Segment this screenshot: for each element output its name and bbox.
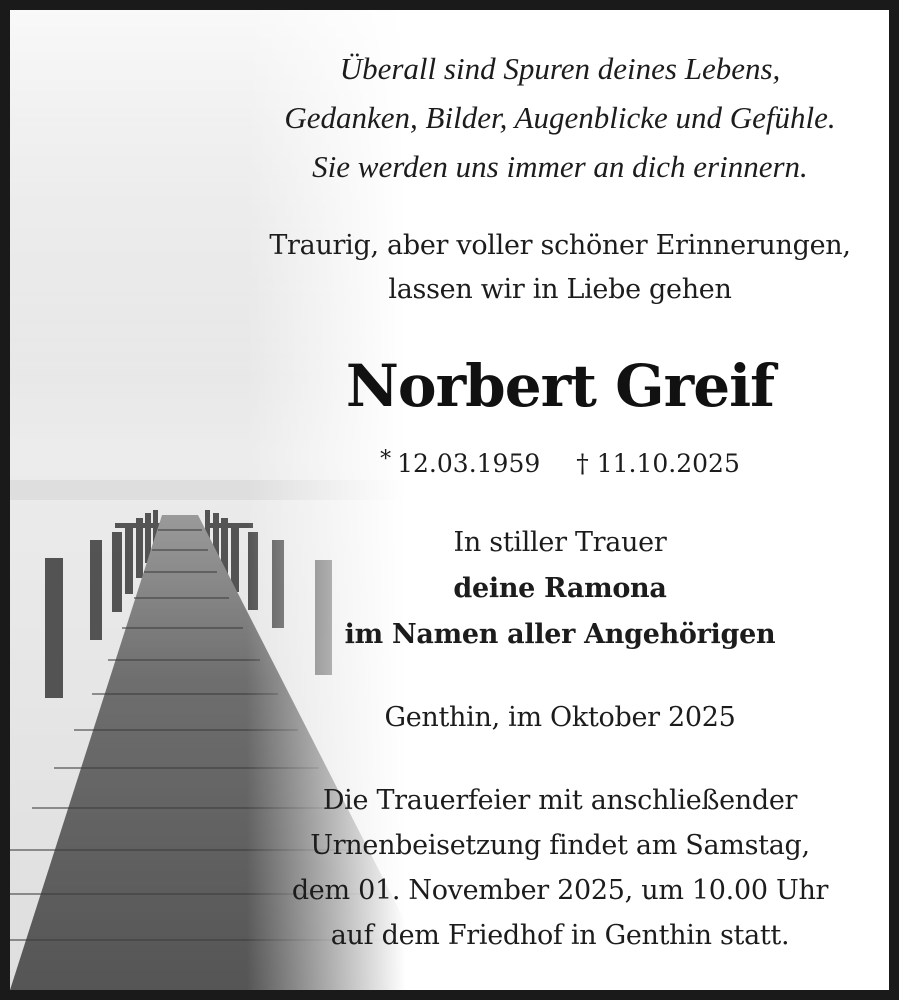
memorial-verse [240, 44, 880, 191]
birth-date [380, 440, 540, 484]
verse-line: Überall sind Spuren deines Lebens, [339, 51, 781, 86]
mourner-name: deine Ramona [453, 573, 667, 604]
death-date [576, 444, 740, 484]
service-line: Die Trauerfeier mit anschließender [322, 785, 798, 816]
verse-line: Gedanken, Bilder, Augenblicke und Gefühle. [284, 100, 836, 135]
life-dates [240, 440, 880, 484]
birth-symbol: * [380, 447, 392, 472]
service-line: Urnenbeisetzung findet am Samstag, [310, 830, 810, 861]
deceased-name: Norbert Greif [345, 352, 775, 420]
intro-line: lassen wir in Liebe gehen [388, 274, 732, 305]
birth-date-value: 12.03.1959 [397, 449, 541, 478]
mourner-relatives: im Namen aller Angehörigen [344, 619, 776, 650]
funeral-service-info [240, 778, 880, 958]
intro-line: Traurig, aber voller schöner Erinnerungen, [269, 230, 851, 261]
mourning-line: In stiller Trauer [453, 527, 667, 558]
death-symbol: † [576, 449, 589, 478]
verse-line: Sie werden uns immer an dich erinnern. [312, 149, 808, 184]
mourners [240, 520, 880, 658]
place-date: Genthin, im Oktober 2025 [384, 702, 736, 733]
service-line: dem 01. November 2025, um 10.00 Uhr [291, 875, 829, 906]
death-date-value: 11.10.2025 [596, 449, 740, 478]
service-line: auf dem Friedhof in Genthin statt. [330, 920, 790, 951]
intro-text [240, 224, 880, 312]
